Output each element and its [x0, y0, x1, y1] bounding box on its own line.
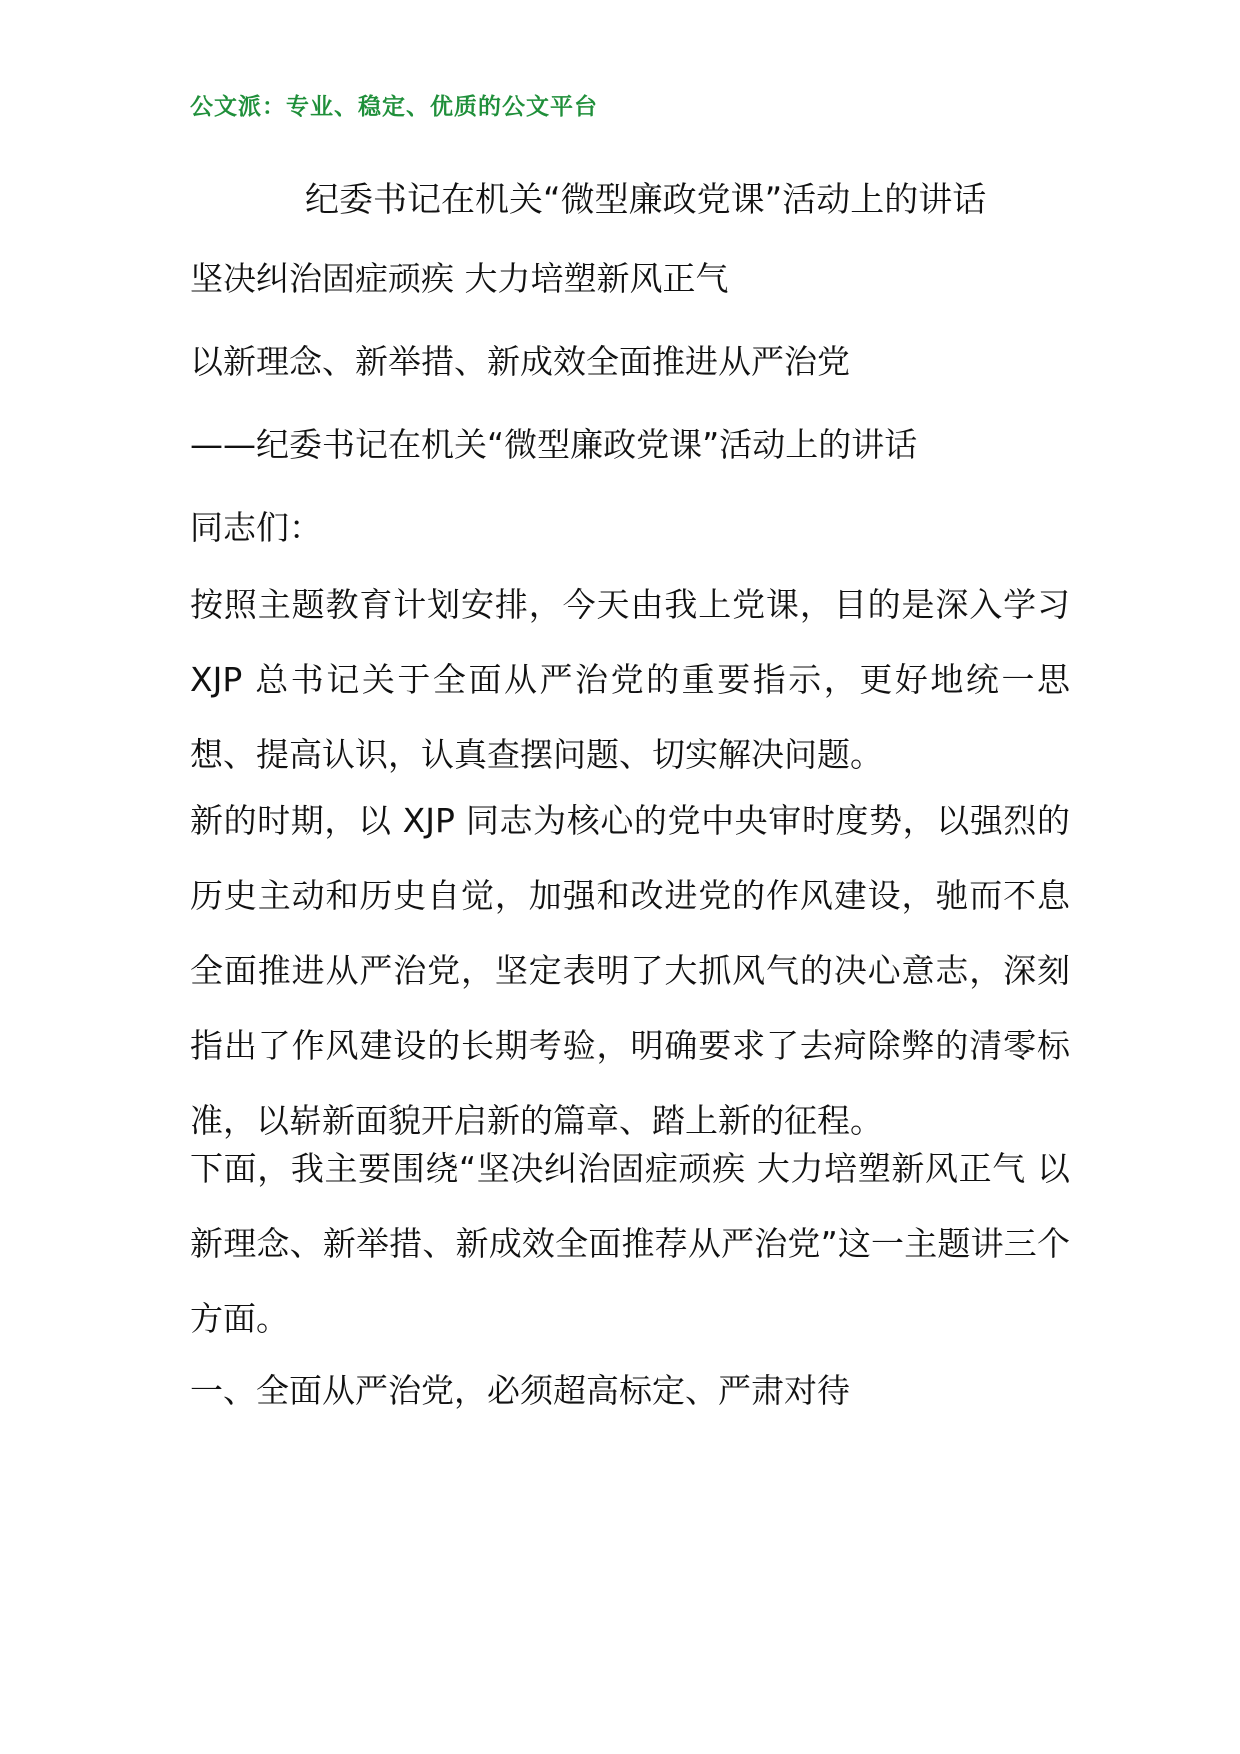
platform-header: 公文派：专业、稳定、优质的公文平台: [190, 93, 598, 120]
subtitle-2: 以新理念、新举措、新成效全面推进从严治党: [190, 342, 850, 381]
paragraph-context: 新的时期，以 XJP 同志为核心的党中央审时度势，以强烈的历史主动和历史自觉，加强和改进党的作风建设，驰而不息全面推进从严治党，坚定表明了大抓风气的决心意志，深刻指出了作风建设的长期考验，明确要求了去疴除弊的清零标准，以崭新面貌开启新的篇章、踏上新的征程。: [190, 801, 1070, 1140]
document-title: 纪委书记在机关“微型廉政党课”活动上的讲话: [305, 180, 987, 220]
subtitle-1: 坚决纠治固症顽疾 大力培塑新风正气: [190, 259, 729, 298]
salutation: 同志们：: [190, 508, 322, 547]
paragraph-intro: 按照主题教育计划安排，今天由我上党课，目的是深入学习 XJP 总书记关于全面从严治党的重要指示，更好地统一思想、提高认识，认真查摆问题、切实解决问题。: [190, 585, 1070, 774]
byline: ——纪委书记在机关“微型廉政党课”活动上的讲话: [190, 425, 918, 464]
paragraph-outline: 下面，我主要围绕“坚决纠治固症顽疾 大力培塑新风正气 以新理念、新举措、新成效全面推荐从严治党”这一主题讲三个方面。: [190, 1149, 1070, 1338]
section-1-heading: 一、全面从严治党，必须超高标定、严肃对待: [190, 1371, 850, 1410]
